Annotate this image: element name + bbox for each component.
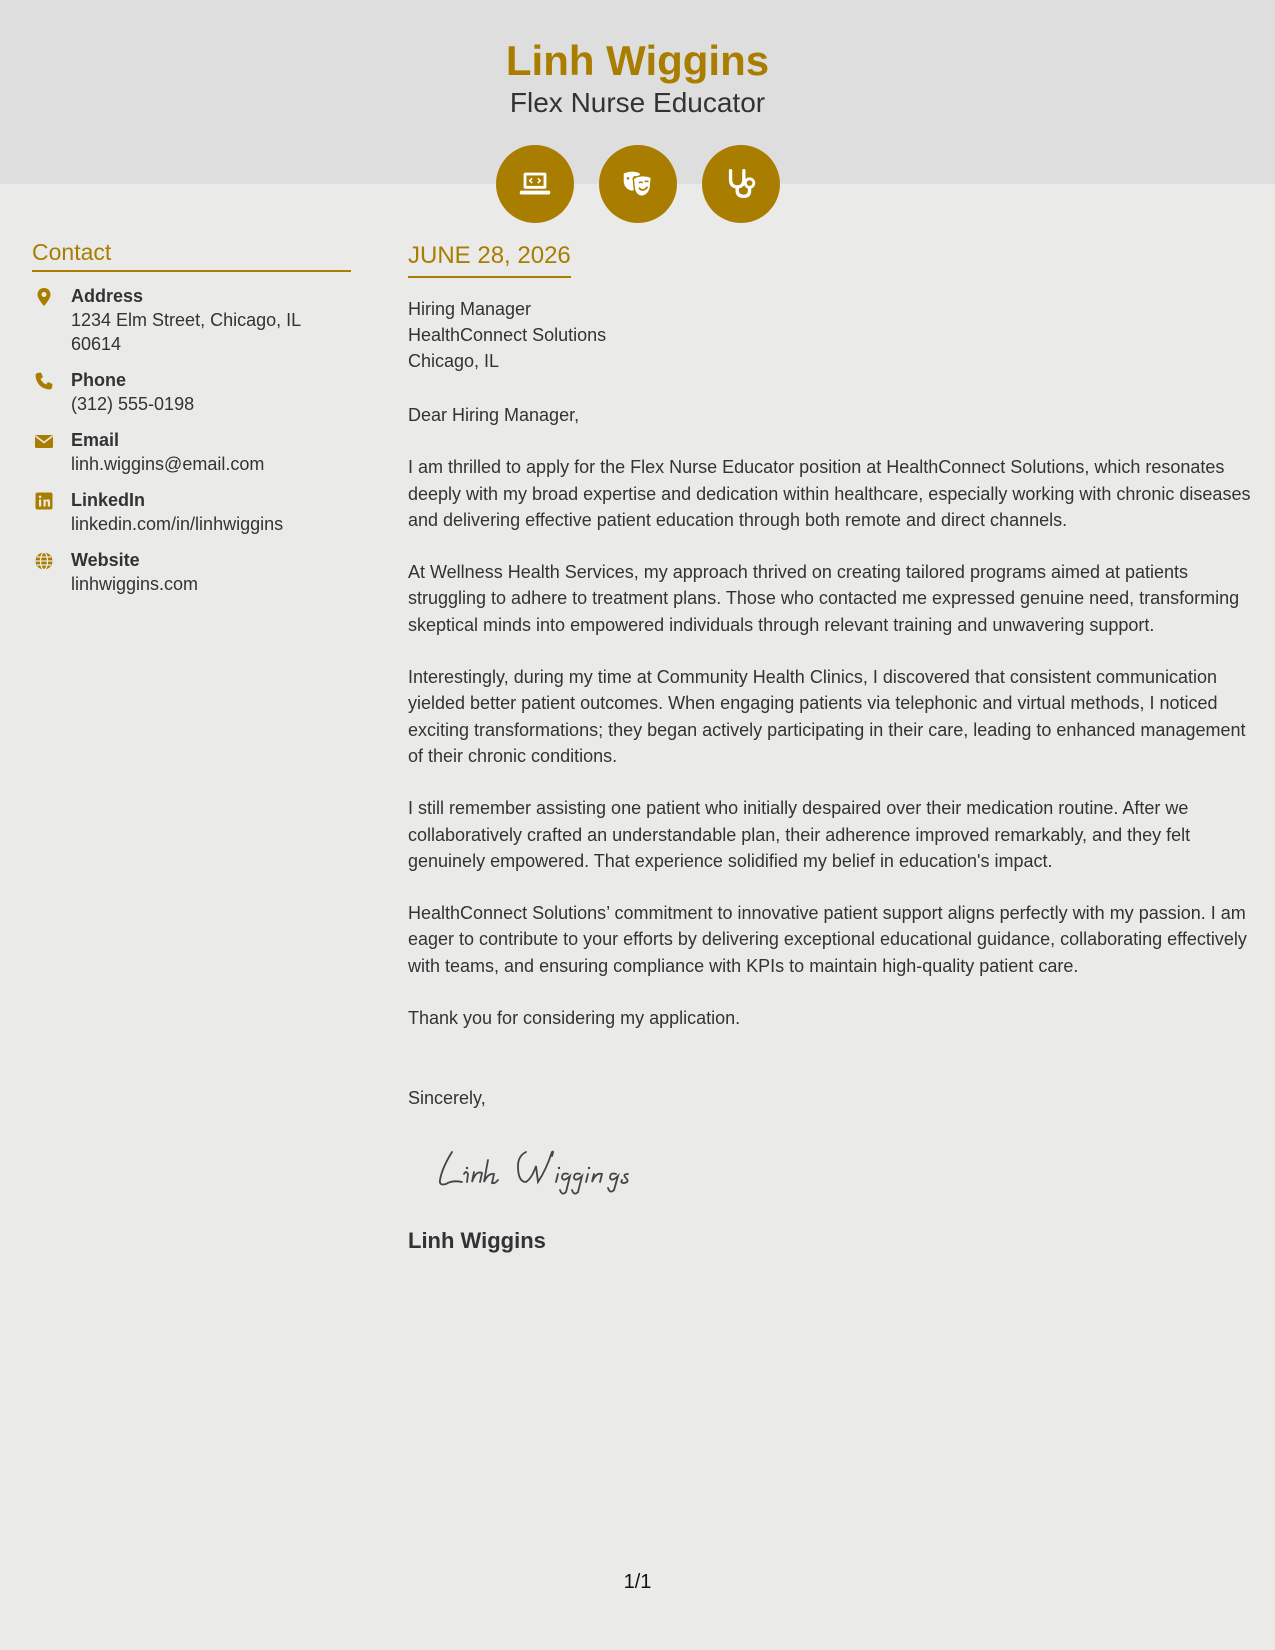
thank-you-line: Thank you for considering my application. [408,1008,741,1029]
contact-linkedin [32,488,351,536]
linkedin-value: linkedin.com/in/linhwiggins [71,514,284,534]
linkedin-icon [34,491,54,511]
job-title: Flex Nurse Educator [509,87,766,118]
letter-date: JUNE 28, 2026 [408,240,571,278]
website-value: linhwiggins.com [71,574,199,594]
contact-heading: Contact [32,238,351,272]
theater-masks-badge [599,145,677,223]
contact-website [32,548,351,596]
laptop-code-icon [516,165,554,203]
website-label: Website [71,550,140,570]
body-paragraph-2: At Wellness Health Services, my approach thrived on creating tailored programs aimed at patients struggling to adhere to treatment plans. Those who contacted me expressed genuine need, transforming skeptical minds into empowered individuals through relevant training and unwavering support. [408,562,1240,635]
badge-row [496,145,780,223]
recipient-name: Hiring Manager [408,299,532,319]
body-paragraph-1: I am thrilled to apply for the Flex Nurse Educator position at HealthConnect Solutions, which resonates deeply with my broad expertise and dedication within healthcare, especially working with chronic diseases and delivering effective patient education through both remote and direct channels. [408,457,1251,530]
address-value: 1234 Elm Street, Chicago, IL 60614 [71,310,301,354]
contact-address [32,284,351,356]
greeting: Dear Hiring Manager, [408,405,580,425]
body-paragraph-4: I still remember assisting one patient who initially despaired over their medication routine. After we collaboratively crafted an understandable plan, their adherence improved remarkably, and they felt genuinely empowered. That experience solidified my belief in education's impact. [408,798,1191,871]
phone-icon [34,371,54,391]
contact-email [32,428,351,476]
candidate-name: Linh Wiggins [505,37,770,84]
map-pin-icon [34,287,54,307]
body-paragraph-5: HealthConnect Solutions’ commitment to innovative patient support aligns perfectly with my passion. I am eager to contribute to your efforts by delivering exceptional educational guidance, collaborating effectively with teams, and ensuring compliance with KPIs to maintain high-quality patient care. [408,903,1247,976]
body-paragraph-3: Interestingly, during my time at Community Health Clinics, I discovered that consistent communication yielded better patient outcomes. When engaging patients via telephonic and virtual methods, I noticed exciting transformations; they began actively participating in their care, leading to enhanced management of their chronic conditions. [408,667,1246,766]
signed-name: Linh Wiggins [408,1227,546,1253]
handwritten-signature [434,1140,664,1196]
cover-letter [408,240,1253,1255]
address-label: Address [71,286,144,306]
page-number: 1/1 [623,1571,652,1593]
laptop-code-badge [496,145,574,223]
contact-sidebar [32,238,351,596]
closing: Sincerely, [408,1088,486,1109]
contact-phone [32,368,351,416]
email-label: Email [71,430,120,450]
globe-icon [34,551,54,571]
recipient-block [408,296,1253,374]
envelope-icon [34,431,54,451]
email-value: linh.wiggins@email.com [71,454,265,474]
phone-label: Phone [71,370,127,390]
recipient-company: HealthConnect Solutions [408,325,607,345]
phone-value: (312) 555-0198 [71,394,195,414]
recipient-location: Chicago, IL [408,351,500,371]
stethoscope-badge [702,145,780,223]
stethoscope-icon [722,165,760,203]
linkedin-label: LinkedIn [71,490,146,510]
theater-masks-icon [619,165,657,203]
